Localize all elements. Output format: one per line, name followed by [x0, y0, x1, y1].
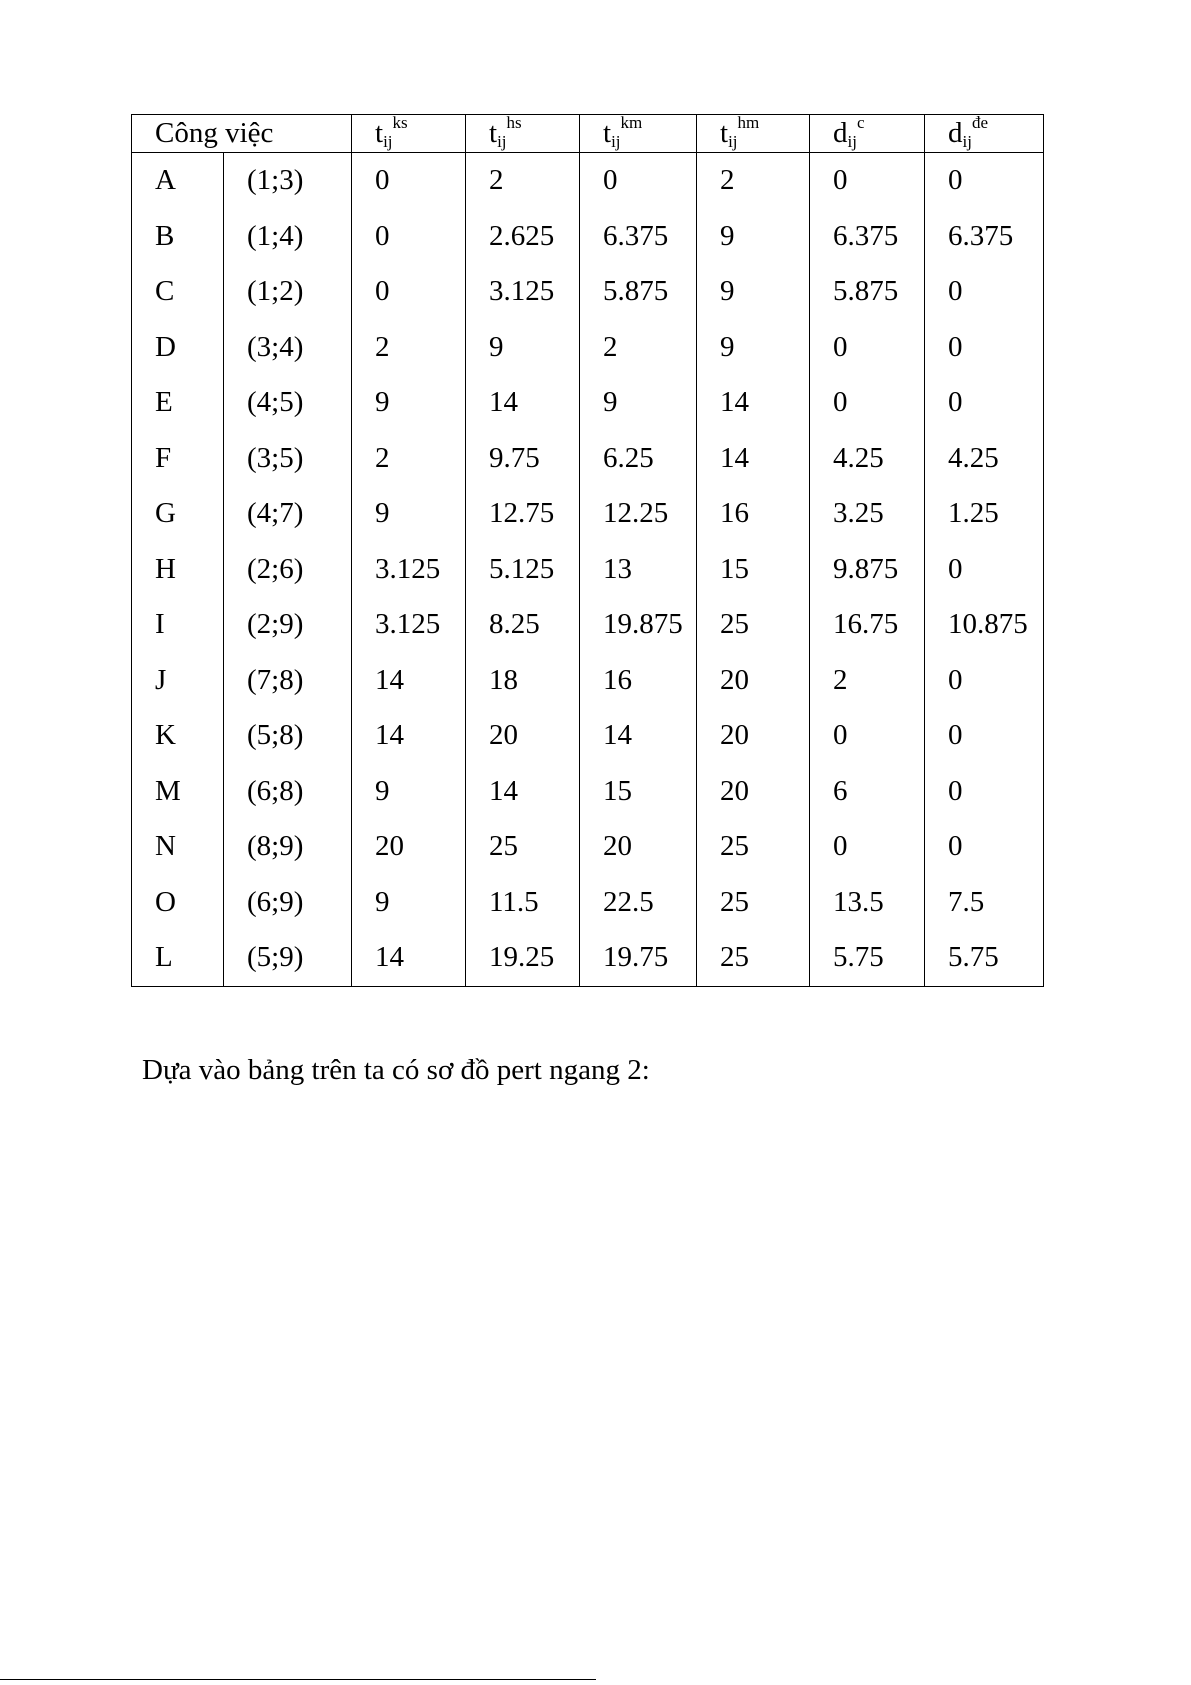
- row-code: N: [132, 819, 224, 875]
- cell-t-ks: 0: [352, 153, 466, 209]
- cell-t-km: 22.5: [580, 875, 697, 931]
- row-code: H: [132, 542, 224, 598]
- table-row: [132, 597, 1044, 653]
- row-node: (6;9): [224, 875, 352, 931]
- cell-t-km: 12.25: [580, 486, 697, 542]
- cell-t-km: 0: [580, 153, 697, 209]
- cell-d-de: 0: [925, 764, 1044, 820]
- cell-t-hm: 9: [697, 209, 810, 265]
- cell-t-ks: 2: [352, 320, 466, 376]
- header-t-hm: $t_{ij}^{hm}$: [697, 115, 810, 153]
- cell-t-km: 16: [580, 653, 697, 709]
- cell-t-km: 14: [580, 708, 697, 764]
- cell-t-km: 20: [580, 819, 697, 875]
- row-node: (5;9): [224, 930, 352, 986]
- cell-d-c: 6.375: [810, 209, 925, 265]
- table-row: [132, 930, 1044, 986]
- row-node: (4;5): [224, 375, 352, 431]
- cell-t-hs: 9.75: [466, 431, 580, 487]
- header-task: Công việc: [132, 115, 352, 153]
- table-row: [132, 708, 1044, 764]
- cell-t-ks: 3.125: [352, 597, 466, 653]
- table-row: [132, 209, 1044, 265]
- header-t-hs: $t_{ij}^{hs}$: [466, 115, 580, 153]
- cell-d-de: 0: [925, 153, 1044, 209]
- cell-d-c: 13.5: [810, 875, 925, 931]
- cell-t-ks: 9: [352, 764, 466, 820]
- row-node: (1;2): [224, 264, 352, 320]
- row-code: C: [132, 264, 224, 320]
- cell-d-de: 4.25: [925, 431, 1044, 487]
- row-code: F: [132, 431, 224, 487]
- cell-d-c: 9.875: [810, 542, 925, 598]
- row-code: B: [132, 209, 224, 265]
- cell-t-hs: 25: [466, 819, 580, 875]
- header-t-ks: $t_{ij}^{ks}$: [352, 115, 466, 153]
- cell-d-de: 6.375: [925, 209, 1044, 265]
- cell-d-c: 0: [810, 375, 925, 431]
- cell-d-c: 5.75: [810, 930, 925, 986]
- pert-table: [131, 114, 1044, 987]
- row-node: (1;4): [224, 209, 352, 265]
- cell-t-hm: 20: [697, 764, 810, 820]
- cell-t-hm: 20: [697, 653, 810, 709]
- cell-d-c: 5.875: [810, 264, 925, 320]
- cell-d-c: 0: [810, 153, 925, 209]
- table-row: [132, 320, 1044, 376]
- row-code: A: [132, 153, 224, 209]
- row-node: (4;7): [224, 486, 352, 542]
- table-body: [132, 153, 1044, 987]
- row-code: L: [132, 930, 224, 986]
- cell-t-hm: 9: [697, 264, 810, 320]
- cell-t-ks: 9: [352, 375, 466, 431]
- cell-t-ks: 3.125: [352, 542, 466, 598]
- cell-d-c: 0: [810, 819, 925, 875]
- cell-t-hm: 2: [697, 153, 810, 209]
- row-node: (2;6): [224, 542, 352, 598]
- cell-d-de: 0: [925, 819, 1044, 875]
- row-node: (3;5): [224, 431, 352, 487]
- cell-t-hm: 20: [697, 708, 810, 764]
- cell-t-hs: 18: [466, 653, 580, 709]
- row-node: (2;9): [224, 597, 352, 653]
- cell-t-km: 9: [580, 375, 697, 431]
- header-d-c: $d_{ij}^c$: [810, 115, 925, 153]
- row-node: (6;8): [224, 764, 352, 820]
- cell-d-de: 0: [925, 264, 1044, 320]
- cell-t-hs: 5.125: [466, 542, 580, 598]
- cell-t-km: 13: [580, 542, 697, 598]
- table-row: [132, 486, 1044, 542]
- cell-t-ks: 14: [352, 930, 466, 986]
- cell-t-hm: 15: [697, 542, 810, 598]
- cell-t-hs: 20: [466, 708, 580, 764]
- cell-t-km: 6.375: [580, 209, 697, 265]
- cell-d-de: 1.25: [925, 486, 1044, 542]
- cell-t-ks: 14: [352, 653, 466, 709]
- cell-d-de: 0: [925, 375, 1044, 431]
- cell-t-hm: 25: [697, 819, 810, 875]
- cell-d-de: 5.75: [925, 930, 1044, 986]
- cell-d-c: 0: [810, 708, 925, 764]
- cell-t-hm: 14: [697, 431, 810, 487]
- cell-t-hm: 25: [697, 597, 810, 653]
- table-row: [132, 542, 1044, 598]
- cell-t-km: 15: [580, 764, 697, 820]
- cell-d-de: 10.875: [925, 597, 1044, 653]
- header-t-km: $t_{ij}^{km}$: [580, 115, 697, 153]
- row-code: D: [132, 320, 224, 376]
- cell-t-hm: 16: [697, 486, 810, 542]
- row-code: O: [132, 875, 224, 931]
- cell-d-de: 0: [925, 542, 1044, 598]
- row-node: (8;9): [224, 819, 352, 875]
- cell-t-km: 19.875: [580, 597, 697, 653]
- cell-d-c: 2: [810, 653, 925, 709]
- table-row: [132, 764, 1044, 820]
- cell-t-hs: 8.25: [466, 597, 580, 653]
- cell-t-hs: 11.5: [466, 875, 580, 931]
- table-row: [132, 264, 1044, 320]
- cell-t-ks: 20: [352, 819, 466, 875]
- row-node: (3;4): [224, 320, 352, 376]
- cell-t-km: 5.875: [580, 264, 697, 320]
- row-code: J: [132, 653, 224, 709]
- table-header-row: [132, 115, 1044, 153]
- cell-d-de: 0: [925, 708, 1044, 764]
- table-row: [132, 375, 1044, 431]
- cell-t-hs: 2: [466, 153, 580, 209]
- cell-t-hs: 19.25: [466, 930, 580, 986]
- cell-t-hm: 25: [697, 875, 810, 931]
- row-node: (5;8): [224, 708, 352, 764]
- table-row: [132, 153, 1044, 209]
- row-code: G: [132, 486, 224, 542]
- cell-d-c: 0: [810, 320, 925, 376]
- cell-d-de: 7.5: [925, 875, 1044, 931]
- cell-t-hs: 2.625: [466, 209, 580, 265]
- cell-t-ks: 14: [352, 708, 466, 764]
- table-row: [132, 431, 1044, 487]
- cell-t-km: 19.75: [580, 930, 697, 986]
- cell-t-hs: 9: [466, 320, 580, 376]
- cell-d-c: 3.25: [810, 486, 925, 542]
- table-row: [132, 875, 1044, 931]
- table-row: [132, 653, 1044, 709]
- cell-t-hs: 12.75: [466, 486, 580, 542]
- row-code: M: [132, 764, 224, 820]
- cell-d-de: 0: [925, 320, 1044, 376]
- cell-t-hs: 14: [466, 375, 580, 431]
- cell-t-ks: 0: [352, 209, 466, 265]
- footnote-divider: [0, 1679, 596, 1680]
- cell-t-ks: 0: [352, 264, 466, 320]
- cell-t-hm: 25: [697, 930, 810, 986]
- cell-t-ks: 9: [352, 486, 466, 542]
- cell-t-ks: 9: [352, 875, 466, 931]
- cell-t-hm: 9: [697, 320, 810, 376]
- cell-d-c: 16.75: [810, 597, 925, 653]
- cell-d-de: 0: [925, 653, 1044, 709]
- cell-t-hm: 14: [697, 375, 810, 431]
- cell-d-c: 4.25: [810, 431, 925, 487]
- cell-t-hs: 3.125: [466, 264, 580, 320]
- caption-text: Dựa vào bảng trên ta có sơ đồ pert ngang 2:: [142, 1054, 650, 1086]
- row-code: K: [132, 708, 224, 764]
- cell-d-c: 6: [810, 764, 925, 820]
- row-code: I: [132, 597, 224, 653]
- cell-t-ks: 2: [352, 431, 466, 487]
- cell-t-km: 6.25: [580, 431, 697, 487]
- cell-t-hs: 14: [466, 764, 580, 820]
- row-node: (7;8): [224, 653, 352, 709]
- header-d-de: $d_{ij}^{đe}$: [925, 115, 1044, 153]
- cell-t-km: 2: [580, 320, 697, 376]
- row-code: E: [132, 375, 224, 431]
- table-row: [132, 819, 1044, 875]
- row-node: (1;3): [224, 153, 352, 209]
